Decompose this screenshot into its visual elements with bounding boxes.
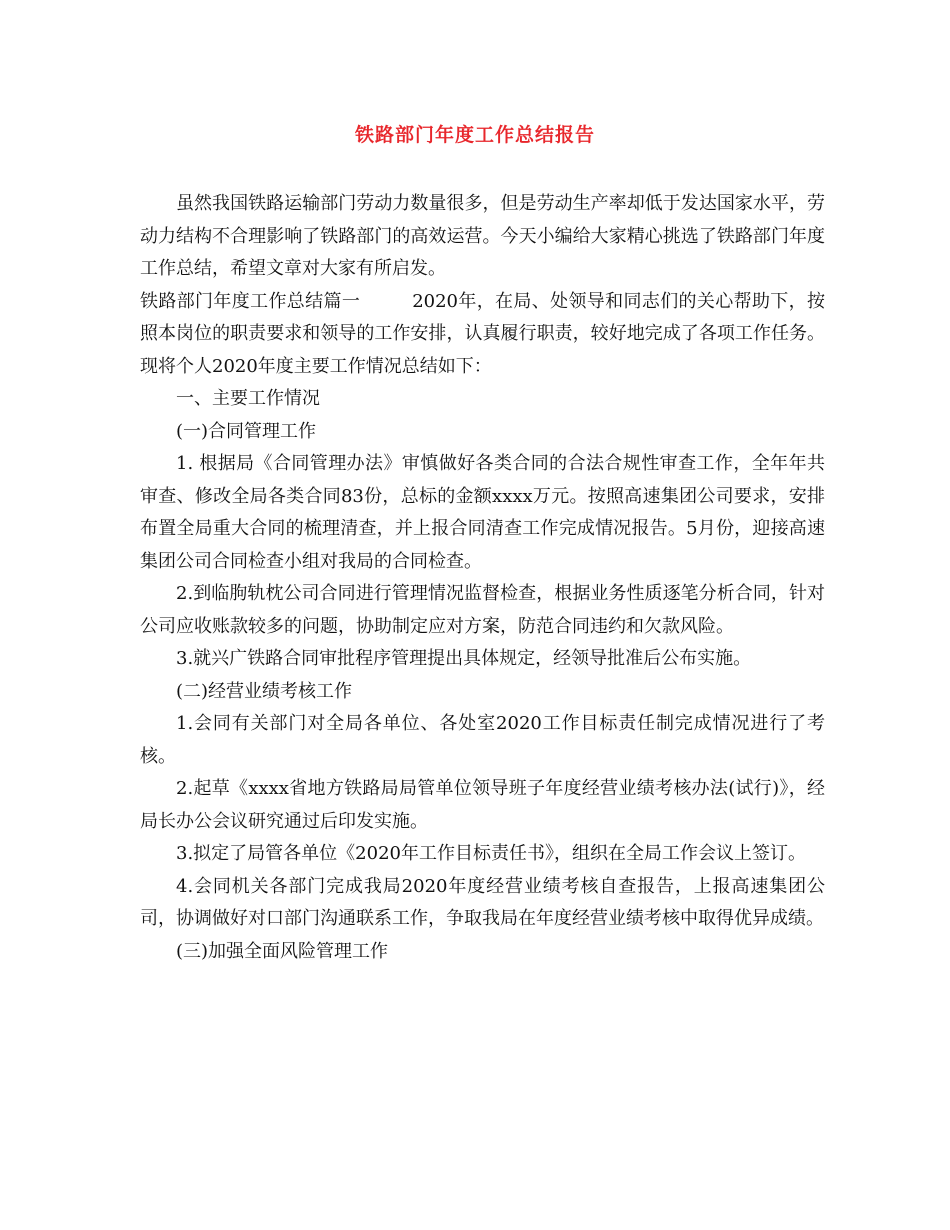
- performance-item-3: 3.拟定了局管各单位《2020年工作目标责任书》，组织在全局工作会议上签订。: [176, 843, 806, 864]
- contract-item-1: 1. 根据局《合同管理办法》审慎做好各类合同的合法合规性审查工作，全年年共审查、修改全局各类合同83份，总标的金额xxxx万元。按照高速集团公司要求，安排布置全局重大合同的梳理清查，并上报合同清查工作完成情况报告。5月份，迎接高速集团公司合同检查小组对我局的合同检查。: [140, 453, 825, 572]
- subheading-risk: (三)加强全面风险管理工作: [176, 940, 389, 962]
- section-lead-paragraph: [140, 286, 825, 384]
- document-body: [140, 188, 825, 968]
- performance-item-2: 2.起草《xxxx省地方铁路局局管单位领导班子年度经营业绩考核办法(试行)》，经局长办公会议研究通过后印发实施。: [140, 778, 825, 832]
- contract-item-2: 2.到临朐轨枕公司合同进行管理情况监督检查，根据业务性质逐笔分析合同，针对公司应收账款较多的问题，协助制定应对方案，防范合同违约和欠款风险。: [140, 583, 825, 637]
- subheading-performance: (二)经营业绩考核工作: [176, 680, 353, 702]
- intro-paragraph: 虽然我国铁路运输部门劳动力数量很多，但是劳动生产率却低于发达国家水平，劳动力结构不合理影响了铁路部门的高效运营。今天小编给大家精心挑选了铁路部门年度工作总结，希望文章对大家有所启发。: [140, 193, 825, 279]
- contract-item-3: 3.就兴广铁路合同审批程序管理提出具体规定，经领导批准后公布实施。: [176, 648, 752, 669]
- document-title: 铁路部门年度工作总结报告: [354, 124, 595, 146]
- subheading-contract: (一)合同管理工作: [176, 420, 317, 442]
- section-lead: 2020年，在局、处领导和同志们的关心帮助下，按照本岗位的职责要求和领导的工作安排，认真履行职责，较好地完成了各项工作任务。现将个人2020年度主要工作情况总结如下：: [140, 290, 826, 377]
- heading-main: 一、主要工作情况: [176, 388, 320, 409]
- performance-item-4: 4.会同机关各部门完成我局2020年度经营业绩考核自查报告，上报高速集团公司，协调做好对口部门沟通联系工作，争取我局在年度经营业绩考核中取得优异成绩。: [140, 875, 825, 929]
- section-title: 铁路部门年度工作总结篇一: [140, 290, 361, 312]
- performance-item-1: 1.会同有关部门对全局各单位、各处室2020工作目标责任制完成情况进行了考核。: [140, 713, 825, 767]
